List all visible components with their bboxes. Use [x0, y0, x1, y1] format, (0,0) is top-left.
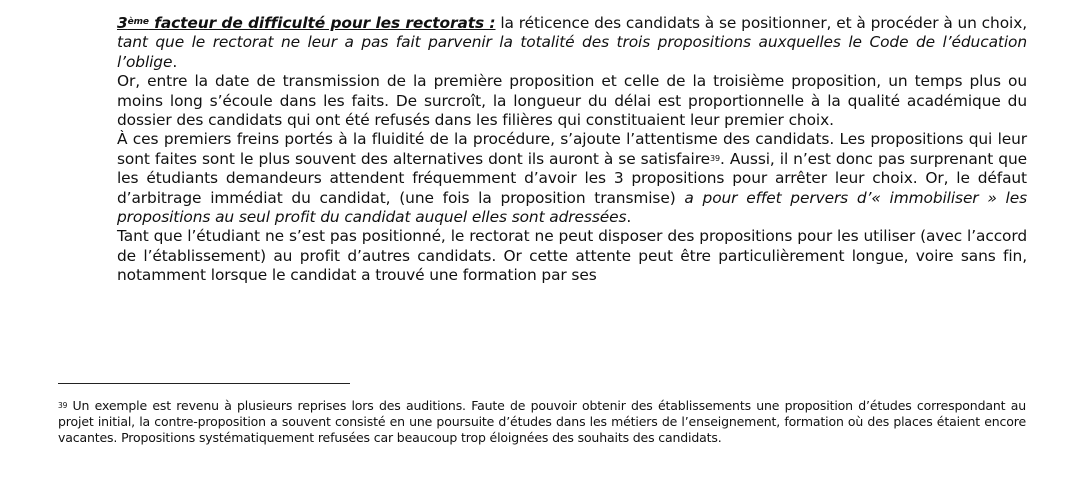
p3-text-b: . Aussi, il n’est donc pas surprenant que les étudiants demandeurs attendent fréquemment d’avoir les 3 propositions pour arrêter leur choix. Or, le défaut d’arbitrage immédiat du candidat, (une fois la proposition transmise) [117, 149, 1027, 207]
footnote-text: Un exemple est revenu à plusieurs reprises lors des auditions. Faute de pouvoir obtenir des établissements une proposition d’études correspondant au projet initial, la contre-proposition a souvent consisté en une poursuite d’études dans les métiers de l’enseignement, formation où des places étaient encore vacantes. Propositions systématiquement refusées car beaucoup trop éloignées des souhaits des candidats. [58, 398, 1026, 445]
intro-end: . [172, 52, 178, 71]
paragraph-2: Or, entre la date de transmission de la première proposition et celle de la troisième proposition, un temps plus ou moins long s’écoule dans les faits. De surcroît, la longueur du délai est proportionnelle à la qualité académique du dossier des candidats qui ont été refusés dans les filières qui constituaient leur premier choix. [117, 72, 1027, 130]
paragraph-heading [117, 14, 1027, 72]
footnote-number: 39 [58, 401, 68, 410]
footnote-separator [58, 383, 350, 384]
intro-italic: tant que le rectorat ne leur a pas fait parvenir la totalité des trois propositions auxquelles le Code de l’éducation l’oblige [117, 33, 1027, 71]
heading-superscript: ème [127, 17, 149, 27]
paragraph-3 [117, 130, 1027, 227]
paragraph-4: Tant que l’étudiant ne s’est pas positionné, le rectorat ne peut disposer des propositions pour les utiliser (avec l’accord de l’établissement) au profit d’autres candidats. Or cette attente peut être particulièrement longue, voire sans fin, notamment lorsque le candidat a trouvé une formation par ses [117, 227, 1027, 285]
p3-text-a: À ces premiers freins portés à la fluidité de la procédure, s’ajoute l’attentisme des candidats. Les propositions qui leur sont faites sont le plus souvent des alternatives dont ils auront à se satisfaire [117, 130, 1027, 168]
heading-text: facteur de difficulté pour les rectorats : [148, 14, 496, 32]
intro-text: la réticence des candidats à se positionner, et à procéder à un choix, [495, 14, 1027, 32]
body-text [117, 14, 1027, 286]
p3-italic: a pour effet pervers d’« immobiliser » les propositions au seul profit du candidat auquel elles sont adressées [117, 188, 1027, 227]
heading-ordinal: 3ème [117, 14, 149, 32]
footnote-reference[interactable]: 39 [709, 153, 720, 163]
section-heading [117, 14, 495, 32]
footnote [58, 398, 1026, 446]
p3-end: . [626, 208, 632, 227]
